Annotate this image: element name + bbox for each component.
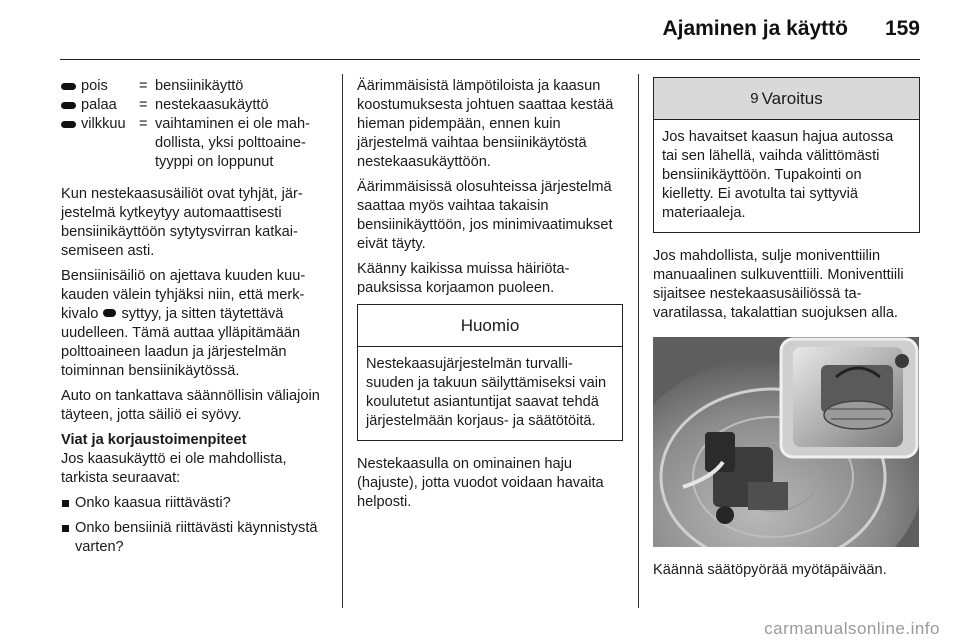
paragraph: Kun nestekaasusäiliöt ovat tyhjät, järjestelmä kytkeytyy automaattisesti bensiinikäyttöön sytytysvirran katkaisemiseen asti. [61,186,303,259]
equals-sign: = [139,97,148,113]
paragraph: Äärimmäisistä lämpötiloista ja kaasun koostumuksesta johtuen saattaa kestää hieman pidempään, ennen kuin järjestelmä vaihtaa bensiinikäytöstä nestekaasukäyttöön. [357,78,614,170]
paragraph: Auto on tankattava säännöllisin väliajoin täyteen, jotta säiliö ei syövy. [61,388,320,423]
figure-caption: Käännä säätöpyörää myötäpäivään. [653,562,887,578]
list-item-text: Onko bensiiniä riittävästi käynnistystä varten? [75,520,318,555]
notice-box [357,304,623,441]
bullet-icon [62,500,69,507]
indicator-state: vilkkuu [81,116,126,132]
paragraph: Jos mahdollista, sulje moniventtiilin manuaalinen sulkuventtiili. Moniventtiili sijaitsee nestekaasusäiliössä tavaratilassa, takalattian suojuksen alla. [653,248,904,321]
column-2 [357,77,623,518]
indicator-lamp-icon [61,83,76,90]
list-item-text: Onko kaasua riittävästi? [75,495,231,511]
column-divider [342,74,343,608]
indicator-table [61,77,327,172]
paragraph-text: syttyy, ja sitten täytettävä uudelleen. Tämä auttaa ylläpitämään polttoaineen laadun ja järjestelmän toiminnan bensiinikäytössä. [61,306,301,379]
warning-title: Varoitus [761,89,823,108]
indicator-meaning: vaihtaminen ei ole mahdollista, yksi polttoainetyyppi on loppunut [155,116,310,170]
paragraph: Jos kaasukäyttö ei ole mahdollista, tarkista seuraavat: [61,451,287,486]
notice-body: Nestekaasujärjestelmän turvallisuuden ja takuun säilyttämiseksi vain koulutetut asiantuntijat saavat tehdä järjestelmään korjaus- ja säätötöitä. [366,356,607,429]
indicator-row [61,115,327,172]
header-rule [60,59,920,60]
paragraph [61,267,327,381]
indicator-state: palaa [81,97,117,113]
equals-sign: = [139,116,148,132]
indicator-lamp-icon [61,121,76,128]
bullet-icon [62,525,69,532]
indicator-row [61,77,327,96]
column-1 [61,77,327,563]
valve-photo [653,337,919,547]
indicator-meaning: nestekaasukäyttö [155,97,269,113]
page-header [0,0,960,62]
warning-icon: 9 [750,90,759,107]
indicator-lamp-icon [103,309,116,317]
warning-header [654,78,919,120]
valve-illustration [653,337,919,547]
watermark: carmanualsonline.info [764,619,940,638]
subheading: Viat ja korjaustoimenpiteet [61,432,247,448]
indicator-lamp-icon [61,102,76,109]
indicator-state: pois [81,78,108,94]
list-item [61,494,327,513]
notice-title: Huomio [358,305,622,347]
warning-body: Jos havaitset kaasun hajua autossa tai sen lähellä, vaihda välittömästi bensiinikäyttöön. Tupakointi on kielletty. Ei avotulta tai syttyviä materiaaleja. [662,129,894,221]
indicator-row [61,96,327,115]
warning-box [653,77,920,233]
paragraph-text: Bensiinisäiliö on ajettava kuuden kuukauden välein tyhjäksi niin, että merkkivalo [61,268,306,322]
column-3 [653,77,920,586]
indicator-meaning: bensiinikäyttö [155,78,244,94]
paragraph: Äärimmäisissä olosuhteissa järjestelmä saattaa myös vaihtaa takaisin bensiinikäyttöön, jos minimivaatimukset eivät täyty. [357,179,613,252]
equals-sign: = [139,78,148,94]
section-title: Ajaminen ja käyttö [662,17,848,40]
list-item [61,519,327,557]
paragraph: Nestekaasulla on ominainen haju (hajuste), jotta vuodot voidaan havaita helposti. [357,456,604,510]
column-divider [638,74,639,608]
paragraph: Käänny kaikissa muissa häiriötapauksissa korjaamon puoleen. [357,261,570,296]
page-number: 159 [884,17,920,40]
